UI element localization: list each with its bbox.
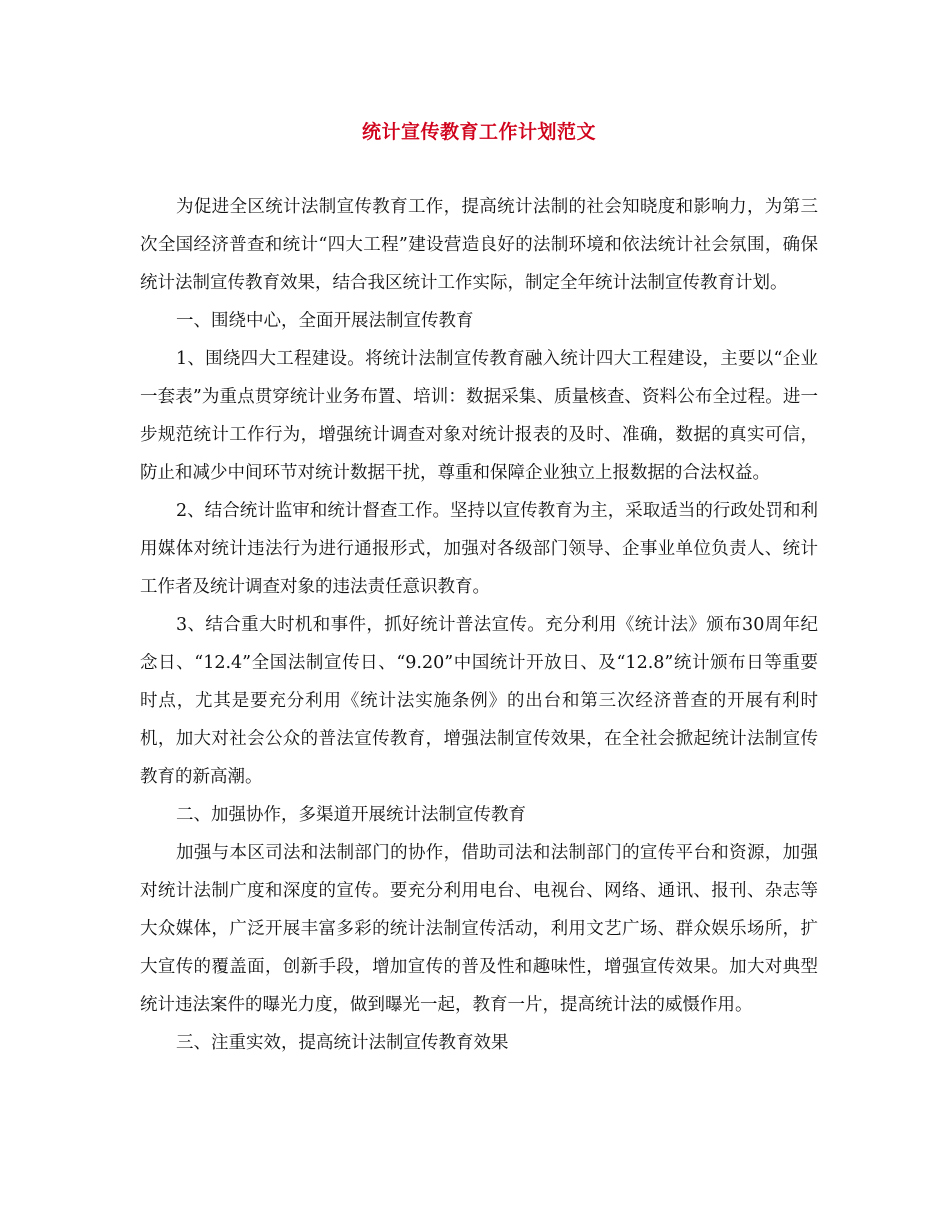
section-heading-3: 三、注重实效，提高统计法制宣传教育效果 bbox=[176, 1033, 509, 1053]
document-title: 统计宣传教育工作计划范文 bbox=[361, 121, 596, 143]
paragraph-intro: 为促进全区统计法制宣传教育工作，提高统计法制的社会知晓度和影响力，为第三次全国经济普查和统计“四大工程”建设营造良好的法制环境和依法统计社会氛围，确保统计法制宣传教育效果，结合我区统计工作实际，制定全年统计法制宣传教育计划。 bbox=[140, 197, 818, 293]
section-heading-2: 二、加强协作，多渠道开展统计法制宣传教育 bbox=[176, 805, 526, 825]
section-heading-1: 一、围绕中心，全面开展法制宣传教育 bbox=[176, 311, 474, 331]
paragraph-item-3: 3、结合重大时机和事件，抓好统计普法宣传。充分利用《统计法》颁布30周年纪念日、“12.4”全国法制宣传日、“9.20”中国统计开放日、及“12.8”统计颁布日等重要时点，尤其是要充分利用《统计法实施条例》的出台和第三次经济普查的开展有利时机，加大对社会公众的普法宣传教育，增强法制宣传效果，在全社会掀起统计法制宣传教育的新高潮。 bbox=[140, 615, 818, 787]
paragraph-item-1: 1、围绕四大工程建设。将统计法制宣传教育融入统计四大工程建设，主要以“企业一套表”为重点贯穿统计业务布置、培训：数据采集、质量核查、资料公布全过程。进一步规范统计工作行为，增强统计调查对象对统计报表的及时、准确，数据的真实可信，防止和减少中间环节对统计数据干扰，尊重和保障企业独立上报数据的合法权益。 bbox=[140, 349, 818, 483]
paragraph-item-2: 2、结合统计监审和统计督查工作。坚持以宣传教育为主，采取适当的行政处罚和利用媒体对统计违法行为进行通报形式，加强对各级部门领导、企事业单位负责人、统计工作者及统计调查对象的违法责任意识教育。 bbox=[140, 501, 818, 597]
paragraph-cooperation: 加强与本区司法和法制部门的协作，借助司法和法制部门的宣传平台和资源，加强对统计法制广度和深度的宣传。要充分利用电台、电视台、网络、通讯、报刊、杂志等大众媒体，广泛开展丰富多彩的统计法制宣传活动，利用文艺广场、群众娱乐场所，扩大宣传的覆盖面，创新手段，增加宣传的普及性和趣味性，增强宣传效果。加大对典型统计违法案件的曝光力度，做到曝光一起，教育一片，提高统计法的威慑作用。 bbox=[140, 843, 818, 1015]
